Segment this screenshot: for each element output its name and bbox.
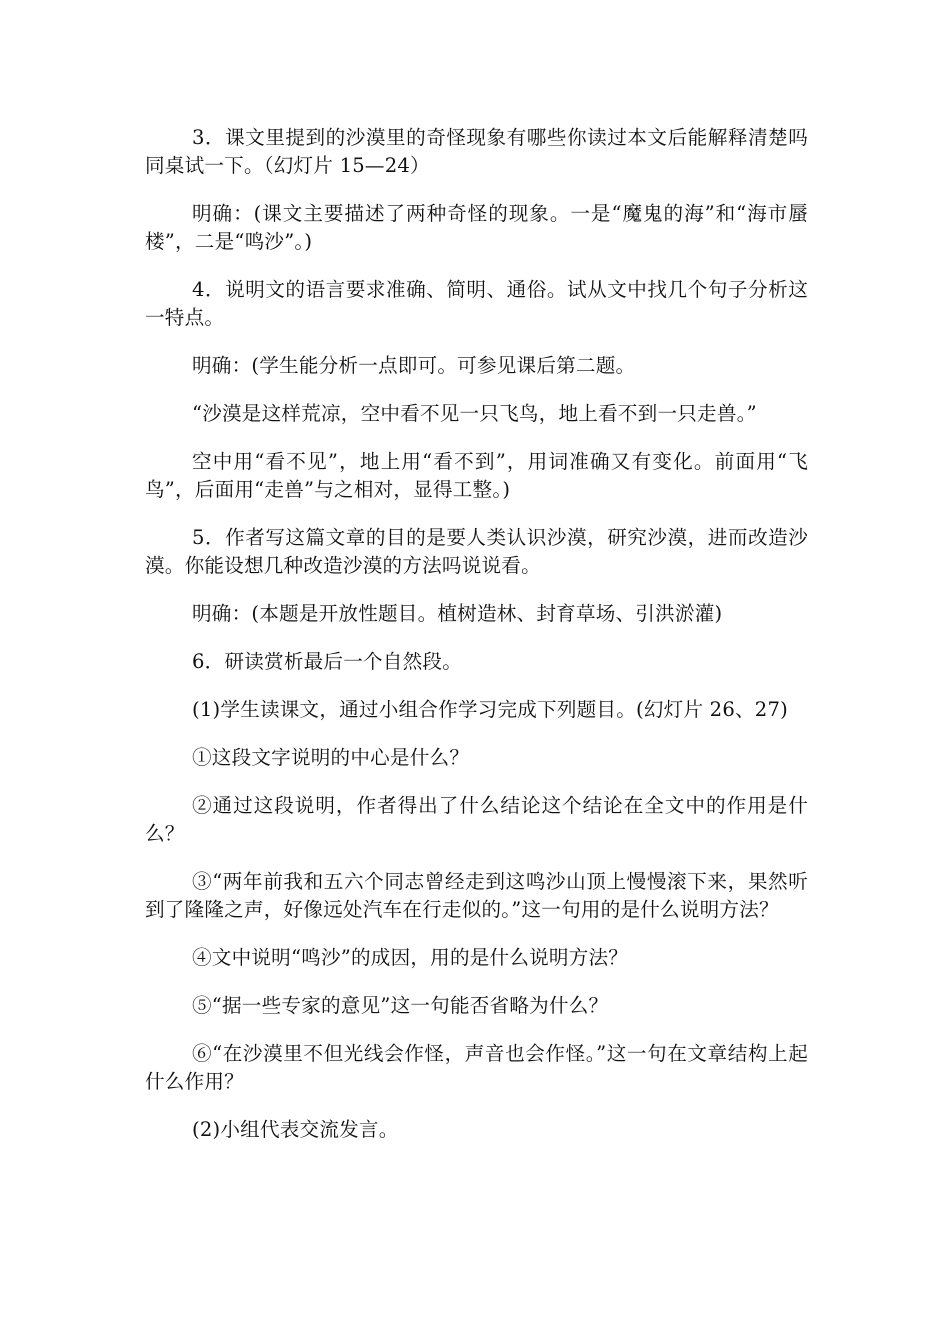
question-5: 5．作者写这篇文章的目的是要人类认识沙漠，研究沙漠，进而改造沙漠。你能设想几种改造沙漠的方法吗说说看。 <box>145 526 808 577</box>
question-4: 4．说明文的语言要求准确、简明、通俗。试从文中找几个句子分析这一特点。 <box>145 278 808 329</box>
answer-3: 明确：(课文主要描述了两种奇怪的现象。一是“魔鬼的海”和“海市蜃楼”，二是“鸣沙”。) <box>145 202 808 253</box>
sub-question-1: ①这段文字说明的中心是什么？ <box>192 746 470 769</box>
document-page <box>145 124 808 1164</box>
question-6-part-1: (1)学生读课文，通过小组合作学习完成下列题目。(幻灯片 26、27) <box>192 698 788 721</box>
answer-5: 明确：(本题是开放性题目。植树造林、封育草场、引洪淤灌) <box>192 602 723 625</box>
sub-question-6: ⑥“在沙漠里不但光线会作怪，声音也会作怪。”这一句在文章结构上起什么作用？ <box>145 1042 808 1093</box>
answer-4-analysis: 空中用“看不见”，地上用“看不到”，用词准确又有变化。前面用“飞鸟”，后面用“走兽”与之相对，显得工整。) <box>145 450 808 501</box>
question-6: 6．研读赏析最后一个自然段。 <box>192 650 462 673</box>
answer-4-intro: 明确：(学生能分析一点即可。可参见课后第二题。 <box>192 354 636 377</box>
sub-question-5: ⑤“据一些专家的意见”这一句能否省略为什么？ <box>192 994 609 1017</box>
sub-question-4: ④文中说明“鸣沙”的成因，用的是什么说明方法？ <box>192 946 629 969</box>
answer-4-quote: “沙漠是这样荒凉，空中看不见一只飞鸟，地上看不到一只走兽。” <box>192 402 757 425</box>
sub-question-2: ②通过这段说明，作者得出了什么结论这个结论在全文中的作用是什么？ <box>145 794 808 845</box>
question-6-part-2: (2)小组代表交流发言。 <box>192 1118 399 1141</box>
question-3: 3．课文里提到的沙漠里的奇怪现象有哪些你读过本文后能解释清楚吗同桌试一下。（幻灯片 15—24） <box>145 126 808 177</box>
sub-question-3: ③“两年前我和五六个同志曾经走到这鸣沙山顶上慢慢滚下来，果然听到了隆隆之声，好像远处汽车在行走似的。”这一句用的是什么说明方法？ <box>145 870 808 921</box>
